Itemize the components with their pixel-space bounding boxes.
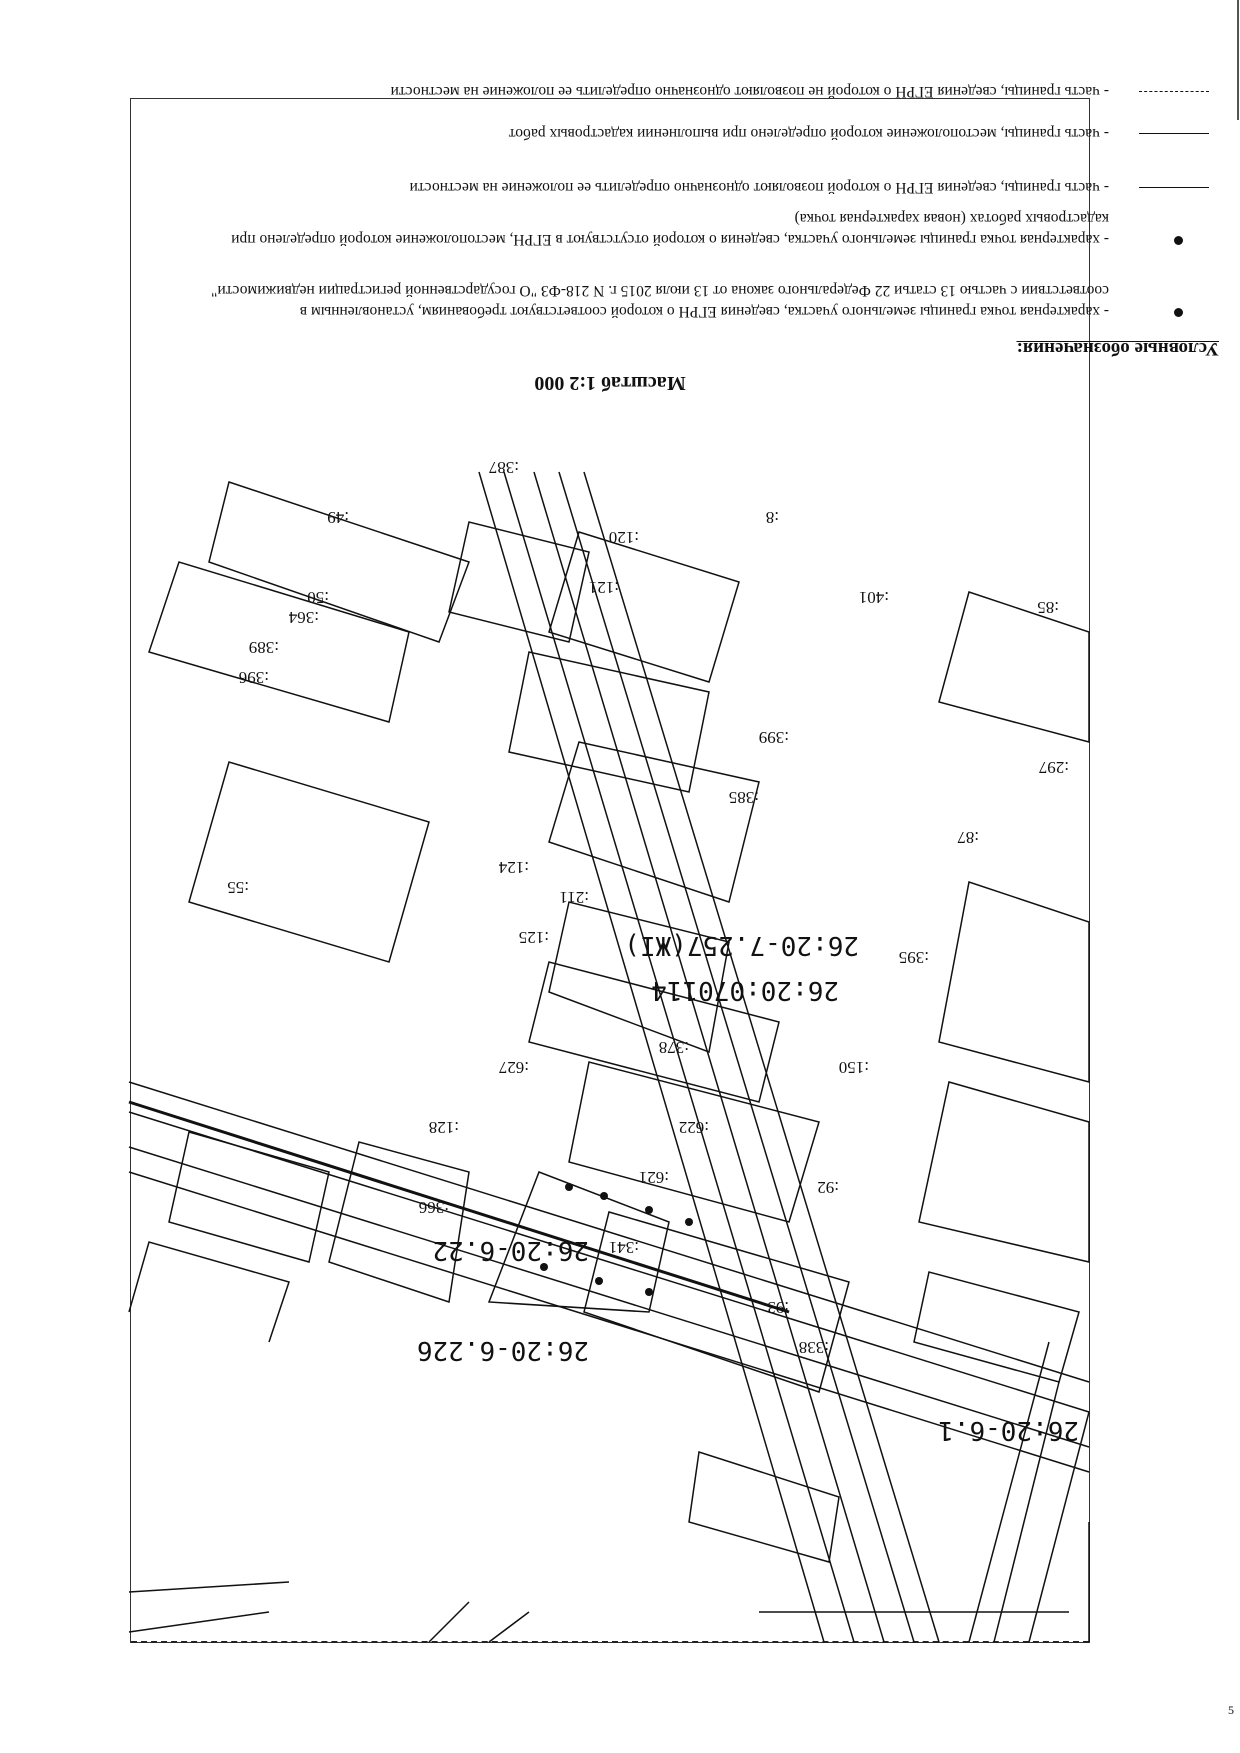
point-symbol: [1174, 308, 1183, 317]
road-edge: [584, 472, 939, 1642]
legend-item: [199, 122, 1229, 144]
parcel-outline: [209, 482, 469, 642]
parcel-label: :622: [678, 1118, 709, 1137]
legend-symbol: [1139, 230, 1219, 250]
boundary-point: [595, 1277, 603, 1285]
road-edge: [559, 472, 914, 1642]
parcel-label: :55: [227, 878, 249, 897]
parcel-label: :378: [658, 1038, 689, 1057]
parcel-label: :8: [765, 508, 779, 527]
road-edge: [759, 1522, 1089, 1642]
boundary-point: [645, 1206, 653, 1214]
parcel-label: :49: [327, 508, 349, 527]
boundary-point: [685, 1218, 693, 1226]
parcel-label: :366: [418, 1198, 449, 1217]
parcel-label: :92: [817, 1178, 839, 1197]
legend-symbol: [1139, 178, 1219, 198]
legend-item: [199, 256, 1229, 322]
legend-text: - часть границы, сведения ЕГРН о которой позволяют однозначно определить ее положение на местности: [409, 179, 1109, 196]
road-zone-label: 26:20-6.1: [938, 1415, 1079, 1445]
parcel-outline: [939, 592, 1089, 742]
legend-item: [199, 206, 1229, 250]
parcel-label: :121: [588, 578, 619, 597]
parcel-label: :395: [898, 948, 929, 967]
parcel-label: :150: [838, 1058, 869, 1077]
parcel-label: :50: [307, 588, 329, 607]
legend-symbol: [1139, 124, 1219, 144]
parcel-label: :85: [1037, 598, 1059, 617]
cadastral-map: [129, 458, 1089, 1642]
boundary-point: [600, 1192, 608, 1200]
road-edge: [129, 1147, 1089, 1447]
legend-item: [199, 58, 1229, 102]
parcel-label: :93: [767, 1298, 789, 1317]
parcel-label: :621: [638, 1168, 669, 1187]
boundary-point: [565, 1183, 573, 1191]
parcel-label: :338: [798, 1338, 829, 1357]
road-edge: [504, 472, 854, 1642]
road-edge: [129, 1112, 1089, 1412]
legend-symbol: [1139, 82, 1219, 102]
legend-text: - часть границы, сведения ЕГРН о которой не позволяют однозначно определить ее положение на местности: [390, 83, 1109, 100]
road-edge: [129, 1582, 289, 1632]
zone-label: 26:20-7.257(ЖI): [624, 930, 859, 960]
solid-line-symbol: [1139, 133, 1209, 134]
scale-label: Масштаб 1:2 000: [534, 372, 686, 394]
parcel-label: :124: [498, 858, 529, 877]
map-frame: [130, 83, 1219, 1643]
parcel-label: :399: [758, 728, 789, 747]
parcel-outline: [939, 882, 1089, 1082]
legend-text: - часть границы, местоположение которой определено при выполнении кадастровых работ: [508, 125, 1109, 142]
parcel-label: :120: [608, 528, 639, 547]
parcel-outline: [449, 522, 589, 642]
parcel-label: :87: [957, 828, 979, 847]
parcel-outline: [919, 1082, 1089, 1262]
parcel-label: :387: [488, 458, 519, 477]
legend-item: [199, 154, 1229, 198]
dashed-line-symbol: [1139, 91, 1209, 92]
boundary-point: [645, 1288, 653, 1296]
parcel-label: :627: [498, 1058, 529, 1077]
parcel-outline: [189, 762, 429, 962]
parcel-label: :396: [238, 668, 269, 687]
parcel-label: :128: [428, 1118, 459, 1137]
road-zone-label: 26:20-6.22: [432, 1235, 589, 1265]
parcel-label: :364: [288, 608, 319, 627]
parcel-outline: [169, 1132, 329, 1262]
parcel-outline: [549, 742, 759, 902]
legend-title: Условные обозначения:: [1016, 338, 1219, 359]
parcel-outline: [129, 1242, 289, 1342]
point-symbol: [1174, 236, 1183, 245]
cadastral-quarter-label: 26:20:070114: [651, 975, 839, 1005]
road-edge: [479, 472, 824, 1642]
road-edge: [429, 1602, 529, 1642]
parcel-outline: [689, 1452, 839, 1562]
parcel-label: :211: [559, 888, 589, 907]
road-edge: [129, 1082, 1089, 1382]
parcel-label: :389: [248, 638, 279, 657]
legend-text: - характерная точка границы земельного участка, сведения ЕГРН о которой соответствуют требованиям, установленным в соответствии с частью 13 статьи 22 Федерального закона от 13 июля 2015 г. N 218-ФЗ "О государственной регистрации недвижимости": [211, 282, 1109, 320]
margin-mark: 5: [1228, 1703, 1234, 1717]
road-zone-label: 26:20-6.226: [416, 1335, 589, 1365]
parcel-label: :401: [858, 588, 889, 607]
legend-text: - характерная точка границы земельного участка, сведения о которой отсутствуют в ЕГРН, местоположение которой определено при кадастровых работах (новая характерная точка): [231, 210, 1109, 248]
solid-line-symbol: [1139, 187, 1209, 188]
parcel-label: :385: [728, 788, 759, 807]
parcel-label: :341: [608, 1238, 639, 1257]
road-edge: [1029, 1412, 1089, 1642]
legend-symbol: [1139, 302, 1219, 322]
parcel-label: :297: [1038, 758, 1069, 777]
parcel-label: :125: [518, 928, 549, 947]
